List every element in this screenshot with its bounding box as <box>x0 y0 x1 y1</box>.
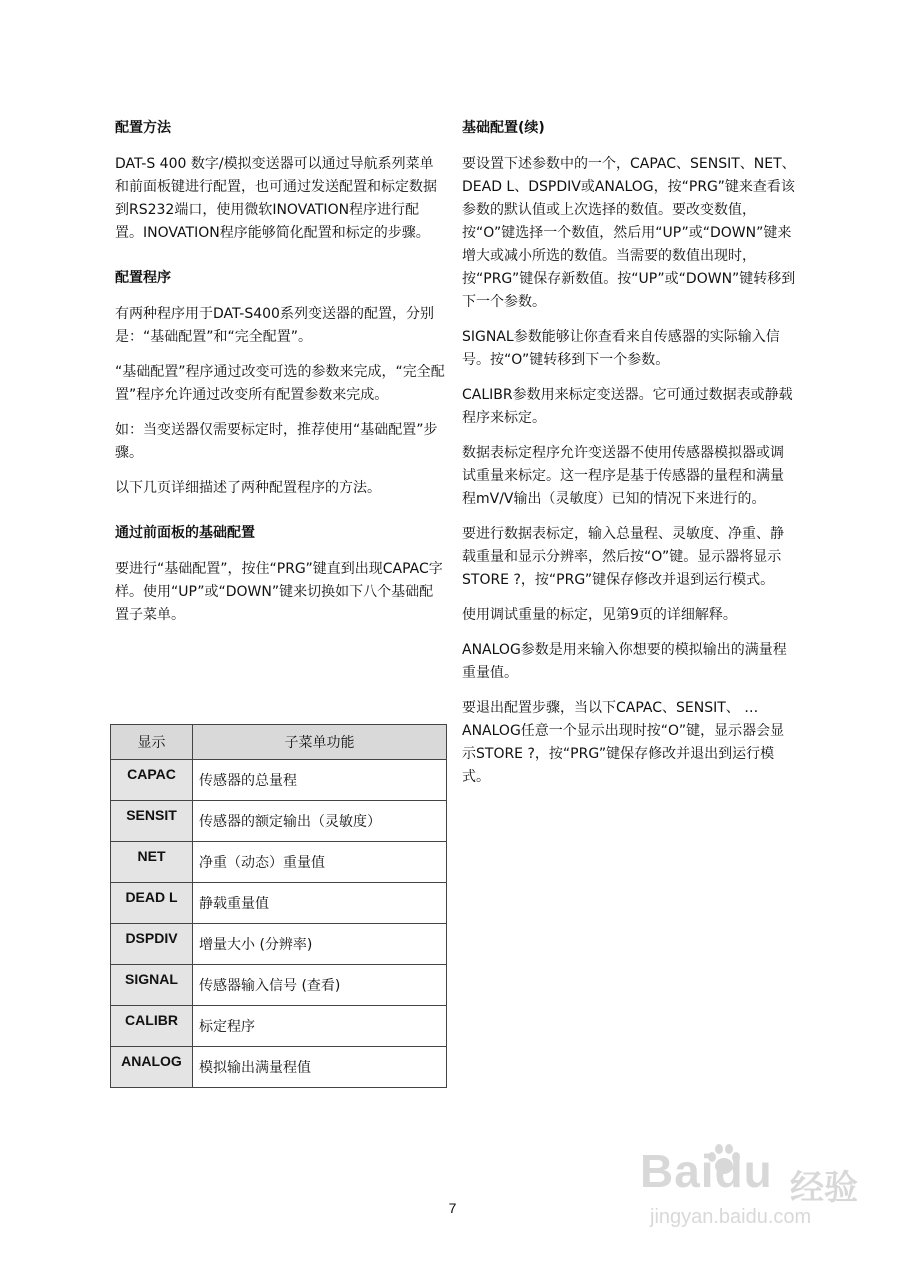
section-heading-config-method: 配置方法 <box>115 120 171 136</box>
column-header-display: 显示 <box>111 725 193 760</box>
menu-code: ANALOG <box>111 1047 193 1088</box>
right-column <box>462 117 797 801</box>
table-row <box>111 924 447 965</box>
menu-code: DEAD L <box>111 883 193 924</box>
paragraph: DAT-S 400 数字/模拟变送器可以通过导航系列菜单和前面板键进行配置，也可通过发送配置和标定数据到RS232端口，使用微软INOVATION程序进行配置。INOVATION程序能够简化配置和标定的步骤。 <box>115 156 437 241</box>
paragraph: “基础配置”程序通过改变可选的参数来完成，“完全配置”程序允许通过改变所有配置参数来完成。 <box>115 364 445 403</box>
table-row <box>111 842 447 883</box>
watermark-logo: Baidu <box>640 1145 773 1197</box>
section-heading-front-panel: 通过前面板的基础配置 <box>115 525 255 541</box>
menu-function: 传感器的额定输出（灵敏度） <box>193 801 447 842</box>
menu-function: 标定程序 <box>193 1006 447 1047</box>
menu-function: 模拟输出满量程值 <box>193 1047 447 1088</box>
table-row <box>111 1047 447 1088</box>
page-number: 7 <box>448 1200 457 1216</box>
menu-function: 传感器输入信号 (查看) <box>193 965 447 1006</box>
paragraph: 数据表标定程序允许变送器不使用传感器模拟器或调试重量来标定。这一程序是基于传感器的量程和满量程mV/V输出（灵敏度）已知的情况下来进行的。 <box>462 445 784 507</box>
table-row <box>111 801 447 842</box>
paragraph: SIGNAL参数能够让你查看来自传感器的实际输入信号。按“O”键转移到下一个参数。 <box>462 329 780 368</box>
paragraph: 以下几页详细描述了两种配置程序的方法。 <box>115 480 381 496</box>
menu-code: CALIBR <box>111 1006 193 1047</box>
menu-function: 传感器的总量程 <box>193 760 447 801</box>
menu-code: DSPDIV <box>111 924 193 965</box>
section-heading-basic-config-cont: 基础配置(续) <box>462 120 545 136</box>
table-row <box>111 760 447 801</box>
paragraph: 使用调试重量的标定，见第9页的详细解释。 <box>462 607 737 623</box>
table-row <box>111 965 447 1006</box>
paragraph: 要进行“基础配置”，按住“PRG”键直到出现CAPAC字样。使用“UP”或“DOWN”键来切换如下八个基础配置子菜单。 <box>115 561 443 623</box>
watermark-url: jingyan.baidu.com <box>650 1206 812 1228</box>
submenu-table <box>110 724 447 1088</box>
menu-code: SIGNAL <box>111 965 193 1006</box>
menu-code: SENSIT <box>111 801 193 842</box>
paragraph: 要退出配置步骤，当以下CAPAC、SENSIT、 … ANALOG任意一个显示出现时按“O”键，显示器会显示STORE ?，按“PRG”键保存修改并退出到运行模式。 <box>462 700 785 785</box>
paragraph: 有两种程序用于DAT-S400系列变送器的配置，分别是：“基础配置”和“完全配置”。 <box>115 306 434 345</box>
menu-function: 静载重量值 <box>193 883 447 924</box>
paragraph: 要进行数据表标定，输入总量程、灵敏度、净重、静载重量和显示分辨率，然后按“O”键。显示器将显示STORE ?，按“PRG”键保存修改并退到运行模式。 <box>462 526 784 588</box>
menu-function: 增量大小 (分辨率) <box>193 924 447 965</box>
paragraph: CALIBR参数用来标定变送器。它可通过数据表或静载程序来标定。 <box>462 387 793 426</box>
paragraph: ANALOG参数是用来输入你想要的模拟输出的满量程重量值。 <box>462 642 787 681</box>
menu-code: NET <box>111 842 193 883</box>
table-row <box>111 1006 447 1047</box>
paragraph: 如：当变送器仅需要标定时，推荐使用“基础配置”步骤。 <box>115 422 438 461</box>
menu-code: CAPAC <box>111 760 193 801</box>
baidu-jingyan-watermark <box>640 1140 880 1250</box>
column-header-function: 子菜单功能 <box>193 725 447 760</box>
watermark-cn: 经验 <box>790 1168 858 1208</box>
paragraph: 要设置下述参数中的一个，CAPAC、SENSIT、NET、DEAD L、DSPDIV或ANALOG，按“PRG”键来查看该参数的默认值或上次选择的数值。要改变数值，按“O”键选择一个数值，然后用“UP”或“DOWN”键来增大或减小所选的数值。当需要的数值出现时，按“PRG”键保存新数值。按“UP”或“DOWN”键转移到下一个参数。 <box>462 156 796 310</box>
left-column <box>115 117 445 639</box>
section-heading-config-procedure: 配置程序 <box>115 270 171 286</box>
table-row <box>111 883 447 924</box>
menu-function: 净重（动态）重量值 <box>193 842 447 883</box>
table-header-row <box>111 725 447 760</box>
